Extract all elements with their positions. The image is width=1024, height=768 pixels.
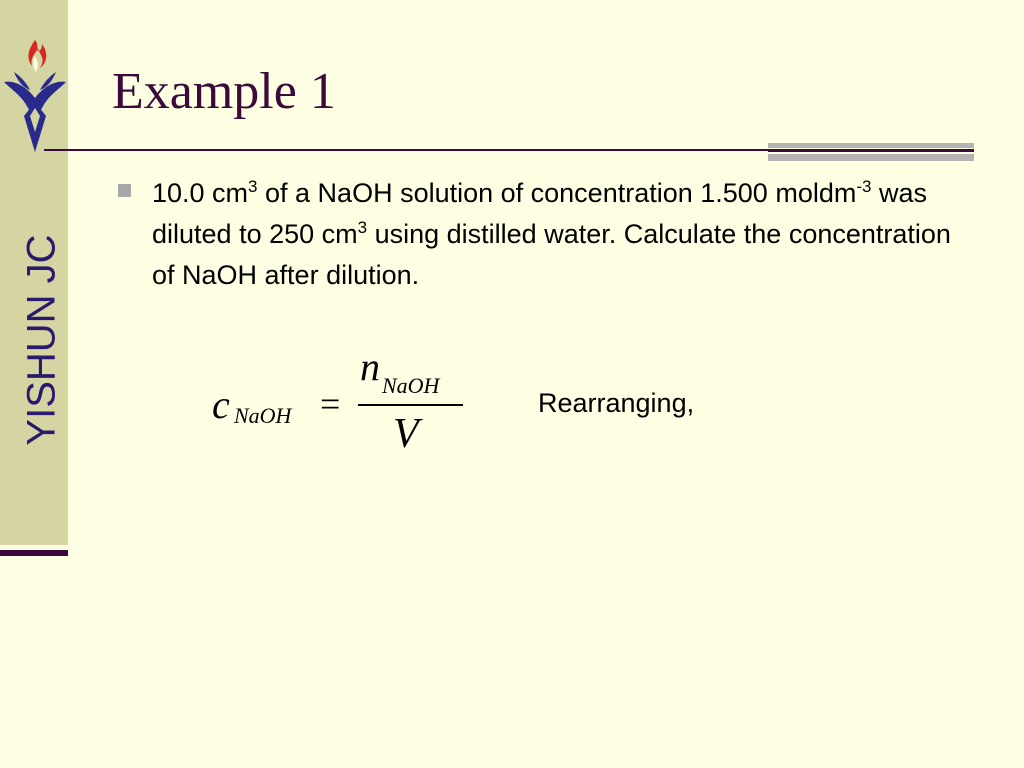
- equation-numerator-subscript: NaOH: [382, 373, 440, 398]
- rearranging-note: Rearranging,: [538, 388, 695, 418]
- fraction-bar: [358, 404, 463, 406]
- superscript: -3: [856, 177, 872, 196]
- slide-title: Example 1: [112, 63, 336, 120]
- bullet-text-part: using distilled water. Calculate the concentration of NaOH after dilution.: [152, 219, 951, 290]
- bullet-text: [152, 173, 972, 296]
- superscript: 3: [357, 218, 368, 237]
- equation-equals: =: [320, 384, 341, 424]
- sidebar: [0, 0, 68, 545]
- bullet-text-part: was diluted to 250 cm: [152, 178, 927, 249]
- equation-numerator: n: [360, 344, 380, 389]
- equation-denominator: V: [393, 411, 419, 457]
- bullet-square-icon: [118, 184, 131, 197]
- sidebar-rule: [0, 550, 68, 556]
- concentration-equation: [210, 344, 480, 457]
- flame-emblem-icon: [2, 32, 68, 154]
- superscript: 3: [248, 177, 258, 196]
- equation-lhs-subscript: NaOH: [234, 403, 292, 428]
- bullet-text-part: 10.0 cm: [152, 178, 249, 208]
- title-divider-accent: [768, 143, 974, 161]
- bullet-text-part: of a NaOH solution of concentration 1.500 moldm: [257, 178, 857, 208]
- equation-lhs: c: [212, 382, 230, 427]
- school-name-label: YISHUN JC: [19, 234, 64, 446]
